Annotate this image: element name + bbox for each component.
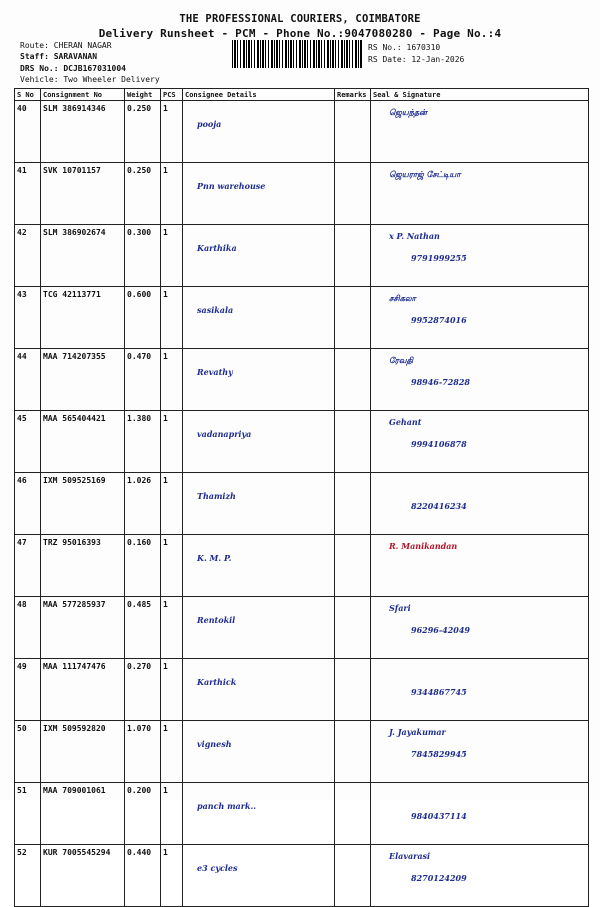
row-signature — [371, 473, 589, 535]
row-consignment-no: IXM 509525169 — [41, 473, 125, 535]
col-consignment: Consignment No — [41, 89, 125, 101]
row-signature — [371, 783, 589, 845]
table-row — [15, 411, 589, 473]
row-weight: 0.160 — [125, 535, 161, 597]
col-weight: Weight — [125, 89, 161, 101]
row-remarks — [335, 783, 371, 845]
row-remarks — [335, 101, 371, 163]
row-pcs: 1 — [161, 783, 183, 845]
row-pcs: 1 — [161, 349, 183, 411]
signature-phone: 8220416234 — [411, 501, 467, 511]
signature-scribble: Elavarasi — [389, 851, 431, 861]
row-consignment-no: MAA 709001061 — [41, 783, 125, 845]
row-pcs: 1 — [161, 597, 183, 659]
row-consignment-no: MAA 111747476 — [41, 659, 125, 721]
table-row — [15, 225, 589, 287]
consignee-handwriting: Pnn warehouse — [197, 181, 266, 191]
row-consignee — [183, 473, 335, 535]
signature-phone: 9952874016 — [411, 315, 467, 325]
row-signature — [371, 287, 589, 349]
signature-phone: 98946-72828 — [411, 377, 470, 387]
row-remarks — [335, 287, 371, 349]
col-remarks: Remarks — [335, 89, 371, 101]
row-sno: 48 — [15, 597, 41, 659]
row-sno: 41 — [15, 163, 41, 225]
row-consignment-no: TCG 42113771 — [41, 287, 125, 349]
row-weight: 0.250 — [125, 163, 161, 225]
row-weight: 0.300 — [125, 225, 161, 287]
row-consignment-no: MAA 565404421 — [41, 411, 125, 473]
consignee-handwriting: Karthika — [197, 243, 237, 253]
row-consignee — [183, 659, 335, 721]
row-consignee — [183, 163, 335, 225]
row-weight: 0.440 — [125, 845, 161, 907]
row-weight: 0.270 — [125, 659, 161, 721]
row-signature — [371, 845, 589, 907]
row-sno: 50 — [15, 721, 41, 783]
row-sno: 46 — [15, 473, 41, 535]
signature-scribble: x P. Nathan — [389, 231, 440, 241]
table-header-row — [15, 89, 589, 101]
row-pcs: 1 — [161, 535, 183, 597]
row-consignee — [183, 597, 335, 659]
row-consignee — [183, 845, 335, 907]
consignee-handwriting: pooja — [197, 119, 222, 129]
consignee-handwriting: Thamizh — [197, 491, 236, 501]
row-consignee — [183, 101, 335, 163]
row-weight: 1.026 — [125, 473, 161, 535]
row-pcs: 1 — [161, 473, 183, 535]
row-consignee — [183, 721, 335, 783]
row-consignment-no: SLM 386914346 — [41, 101, 125, 163]
signature-phone: 7845829945 — [411, 749, 467, 759]
row-remarks — [335, 597, 371, 659]
row-consignee — [183, 411, 335, 473]
signature-scribble: ஜெயராஜ் சேட்டியா — [389, 169, 461, 179]
table-row — [15, 721, 589, 783]
signature-scribble: ஜெயந்தன் — [389, 107, 427, 117]
row-remarks — [335, 163, 371, 225]
row-sno: 51 — [15, 783, 41, 845]
row-remarks — [335, 535, 371, 597]
consignee-handwriting: vignesh — [197, 739, 232, 749]
signature-scribble: Gehant — [389, 417, 422, 427]
row-pcs: 1 — [161, 411, 183, 473]
table-row — [15, 349, 589, 411]
row-consignment-no: MAA 714207355 — [41, 349, 125, 411]
table-row — [15, 287, 589, 349]
row-signature — [371, 225, 589, 287]
route-label: Route: CHERAN NAGAR — [20, 41, 112, 50]
staff-label: Staff: SARAVANAN — [20, 52, 98, 61]
row-sno: 42 — [15, 225, 41, 287]
row-remarks — [335, 845, 371, 907]
rs-date: RS Date: 12-Jan-2026 — [368, 55, 465, 64]
row-consignment-no: KUR 7005545294 — [41, 845, 125, 907]
consignee-handwriting: Rentokil — [197, 615, 236, 625]
row-sno: 52 — [15, 845, 41, 907]
table-row — [15, 597, 589, 659]
row-signature — [371, 535, 589, 597]
row-consignment-no: IXM 509592820 — [41, 721, 125, 783]
consignee-handwriting: Revathy — [197, 367, 233, 377]
row-consignee — [183, 225, 335, 287]
col-consignee: Consignee Details — [183, 89, 335, 101]
consignee-handwriting: e3 cycles — [197, 863, 238, 873]
row-weight: 1.380 — [125, 411, 161, 473]
row-weight: 0.600 — [125, 287, 161, 349]
signature-phone: 9994106878 — [411, 439, 467, 449]
barcode-image — [232, 40, 362, 68]
signature-scribble: Sfari — [389, 603, 411, 613]
row-remarks — [335, 721, 371, 783]
delivery-table — [14, 88, 589, 907]
row-pcs: 1 — [161, 721, 183, 783]
row-remarks — [335, 349, 371, 411]
row-signature — [371, 659, 589, 721]
row-pcs: 1 — [161, 225, 183, 287]
signature-phone: 96296-42049 — [411, 625, 470, 635]
table-row — [15, 659, 589, 721]
row-pcs: 1 — [161, 101, 183, 163]
runsheet-subtitle: Delivery Runsheet - PCM - Phone No.:9047080280 - Page No.:4 — [98, 27, 502, 40]
row-consignee — [183, 783, 335, 845]
row-weight: 1.070 — [125, 721, 161, 783]
consignee-handwriting: K. M. P. — [197, 553, 232, 563]
signature-scribble: ரேவதி — [389, 355, 414, 365]
row-remarks — [335, 659, 371, 721]
row-signature — [371, 349, 589, 411]
table-row — [15, 783, 589, 845]
signature-phone: 8270124209 — [411, 873, 467, 883]
row-remarks — [335, 411, 371, 473]
row-consignee — [183, 535, 335, 597]
row-consignment-no: SLM 386902674 — [41, 225, 125, 287]
row-remarks — [335, 225, 371, 287]
row-pcs: 1 — [161, 659, 183, 721]
row-pcs: 1 — [161, 287, 183, 349]
row-pcs: 1 — [161, 845, 183, 907]
row-weight: 0.250 — [125, 101, 161, 163]
row-sno: 43 — [15, 287, 41, 349]
col-signature: Seal & Signature — [371, 89, 589, 101]
row-sno: 45 — [15, 411, 41, 473]
row-pcs: 1 — [161, 163, 183, 225]
signature-scribble: J. Jayakumar — [389, 727, 446, 737]
table-row — [15, 535, 589, 597]
signature-phone: 9791999255 — [411, 253, 467, 263]
signature-phone: 9840437114 — [411, 811, 467, 821]
row-signature — [371, 597, 589, 659]
signature-phone: 9344867745 — [411, 687, 467, 697]
consignee-handwriting: panch mark.. — [197, 801, 257, 811]
signature-scribble: R. Manikandan — [389, 541, 458, 551]
row-weight: 0.470 — [125, 349, 161, 411]
row-signature — [371, 101, 589, 163]
row-remarks — [335, 473, 371, 535]
row-sno: 49 — [15, 659, 41, 721]
table-row — [15, 101, 589, 163]
vehicle-label: Vehicle: Two Wheeler Delivery — [20, 75, 160, 84]
row-weight: 0.485 — [125, 597, 161, 659]
row-sno: 40 — [15, 101, 41, 163]
row-consignee — [183, 349, 335, 411]
consignee-handwriting: Karthick — [197, 677, 237, 687]
row-weight: 0.200 — [125, 783, 161, 845]
row-consignee — [183, 287, 335, 349]
row-consignment-no: TRZ 95016393 — [41, 535, 125, 597]
row-consignment-no: SVK 10701157 — [41, 163, 125, 225]
consignee-handwriting: vadanapriya — [197, 429, 252, 439]
row-sno: 47 — [15, 535, 41, 597]
table-row — [15, 473, 589, 535]
row-signature — [371, 163, 589, 225]
row-signature — [371, 411, 589, 473]
rs-number: RS No.: 1670310 — [368, 43, 441, 52]
row-consignment-no: MAA 577285937 — [41, 597, 125, 659]
table-row — [15, 163, 589, 225]
col-sno: S No — [15, 89, 41, 101]
signature-scribble: சசிகலா — [389, 293, 416, 303]
company-title: THE PROFESSIONAL COURIERS, COIMBATORE — [179, 13, 421, 25]
row-sno: 44 — [15, 349, 41, 411]
drs-label: DRS No.: DCJB167031004 — [20, 64, 126, 73]
row-signature — [371, 721, 589, 783]
table-row — [15, 845, 589, 907]
col-pcs: PCS — [161, 89, 183, 101]
consignee-handwriting: sasikala — [197, 305, 234, 315]
